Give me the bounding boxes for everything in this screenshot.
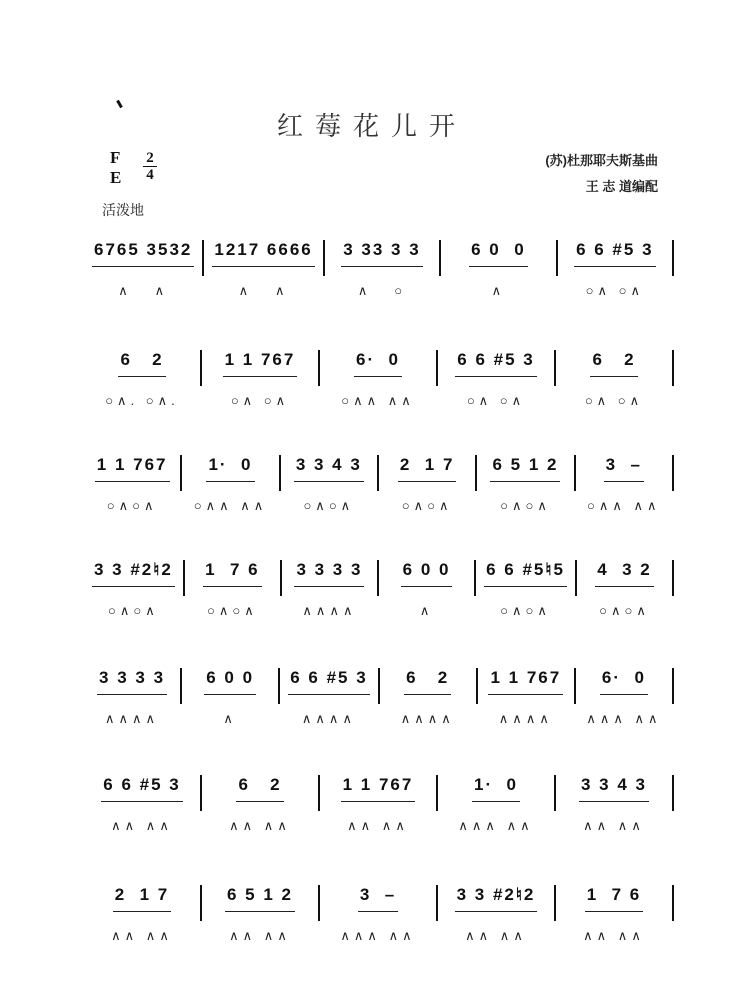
barline xyxy=(672,775,674,811)
barline xyxy=(672,350,674,386)
bowing-marks: ○∧○∧ xyxy=(401,498,453,513)
credits xyxy=(545,148,658,200)
measure-notes: 1 7 6 xyxy=(585,885,644,912)
bowing-marks: ∧∧∧∧ xyxy=(302,603,357,618)
barline xyxy=(554,885,556,921)
measure-notes: 3 3 #2♮2 xyxy=(455,885,538,912)
barline xyxy=(180,668,182,704)
measure xyxy=(486,668,566,727)
measure-notes: 3 3 4 3 xyxy=(579,775,649,802)
measure-notes: 3 3 3 3 xyxy=(294,560,364,587)
measure xyxy=(190,668,270,727)
bowing-marks: ∧∧ ∧∧ xyxy=(465,928,527,943)
score-line xyxy=(92,668,682,727)
barline xyxy=(554,775,556,811)
bowing-marks: ∧ xyxy=(491,283,506,298)
measure xyxy=(584,455,664,514)
measure-notes: 2 1 7 xyxy=(398,455,457,482)
measure-notes: 1· 0 xyxy=(206,455,254,482)
measure-notes: 3 33 3 3 xyxy=(341,240,422,267)
barline xyxy=(672,668,674,704)
bowing-marks: ∧ ∧ xyxy=(118,283,169,298)
arranger: 王 志 道编配 xyxy=(585,179,658,194)
bowing-marks: ○∧○∧ xyxy=(500,603,551,618)
key-secondary: E xyxy=(110,168,122,187)
bowing-marks: ○∧. ○∧. xyxy=(105,393,179,408)
bowing-marks: ∧∧ ∧∧ xyxy=(583,928,645,943)
barline xyxy=(280,560,282,596)
measure-notes: 6 0 0 xyxy=(469,240,528,267)
measure-notes: 6 0 0 xyxy=(204,668,256,695)
measure xyxy=(388,668,468,727)
barline xyxy=(318,775,320,811)
measure xyxy=(290,560,369,619)
barline xyxy=(318,885,320,921)
barline xyxy=(200,775,202,811)
tempo-marking: 活泼地 xyxy=(102,202,144,218)
composer: (苏)杜那耶夫斯基曲 xyxy=(545,153,658,168)
measure xyxy=(328,885,428,944)
measure-notes: 1· 0 xyxy=(472,775,520,802)
measure-notes: 3 3 3 3 xyxy=(97,668,167,695)
barline xyxy=(672,240,674,276)
barline xyxy=(574,455,576,491)
bowing-marks: ○∧○∧ xyxy=(108,603,159,618)
barline xyxy=(476,668,478,704)
measure-notes: 3 – xyxy=(604,455,644,482)
score-line xyxy=(92,350,682,409)
bowing-marks: ∧∧ ∧∧ xyxy=(229,928,291,943)
bowing-marks: ○∧○∧ xyxy=(599,603,650,618)
barline xyxy=(318,350,320,386)
measure xyxy=(289,455,369,514)
measure-notes: 1 1 767 xyxy=(95,455,170,482)
measure-notes: 6 6 #5 3 xyxy=(574,240,655,267)
bowing-marks: ∧ xyxy=(419,603,434,618)
score-line xyxy=(92,240,682,299)
measure xyxy=(92,668,172,727)
bowing-marks: ∧∧∧∧ xyxy=(105,711,160,726)
barline xyxy=(323,240,325,276)
bowing-marks: ∧∧∧∧ xyxy=(498,711,553,726)
measure-notes: 6 2 xyxy=(118,350,165,377)
measure xyxy=(212,240,314,299)
measure-notes: 1 1 767 xyxy=(488,668,563,695)
bowing-marks: ∧∧ ∧∧ xyxy=(583,818,645,833)
bowing-marks: ○∧∧ ∧∧ xyxy=(587,498,661,513)
measure-notes: 6 6 #5 3 xyxy=(288,668,369,695)
bowing-marks: ○∧○∧ xyxy=(106,498,158,513)
barline xyxy=(377,455,379,491)
barline xyxy=(180,455,182,491)
score-line xyxy=(92,560,682,619)
measure-notes: 6 6 #5 3 xyxy=(101,775,182,802)
measure-notes: 2 1 7 xyxy=(113,885,172,912)
measure-notes: 1 1 767 xyxy=(341,775,416,802)
measure-notes: 1217 6666 xyxy=(212,240,314,267)
measure xyxy=(446,885,546,944)
barline xyxy=(554,350,556,386)
measure xyxy=(585,560,664,619)
measure xyxy=(564,885,664,944)
meter-bottom: 4 xyxy=(146,167,154,183)
barline xyxy=(278,668,280,704)
bowing-marks: ○∧∧ ∧∧ xyxy=(341,393,415,408)
measure xyxy=(92,240,194,299)
measure xyxy=(387,455,467,514)
bowing-marks: ∧∧∧ ∧∧ xyxy=(458,818,534,833)
measure xyxy=(333,240,431,299)
measure xyxy=(446,350,546,409)
key-primary: F xyxy=(110,148,121,167)
measure-notes: 6· 0 xyxy=(600,668,648,695)
bowing-marks: ∧∧∧∧ xyxy=(301,711,356,726)
key-signature xyxy=(110,148,121,188)
bowing-marks: ○∧○∧ xyxy=(206,603,258,618)
bowing-marks: ○∧∧ ∧∧ xyxy=(193,498,268,513)
bowing-marks: ∧∧ ∧∧ xyxy=(111,818,173,833)
bowing-marks: ○∧ ○∧ xyxy=(230,393,290,408)
measure-notes: 6 2 xyxy=(404,668,451,695)
measure-notes: 3 3 #2♮2 xyxy=(92,560,175,587)
measure xyxy=(564,775,664,834)
measure xyxy=(210,885,310,944)
measure-notes: 6 2 xyxy=(590,350,637,377)
measure-notes: 6765 3532 xyxy=(92,240,194,267)
score-line xyxy=(92,455,682,514)
barline xyxy=(436,885,438,921)
bowing-marks: ○∧ ○∧ xyxy=(584,393,644,408)
measure xyxy=(387,560,466,619)
measure-notes: 3 3 4 3 xyxy=(294,455,364,482)
measure-notes: 3 – xyxy=(358,885,398,912)
bowing-marks: ∧∧ ∧∧ xyxy=(229,818,291,833)
barline xyxy=(377,560,379,596)
bowing-marks: ∧∧ ∧∧ xyxy=(347,818,409,833)
measure-notes: 1 7 6 xyxy=(203,560,262,587)
measure xyxy=(485,455,565,514)
bowing-marks: ○∧○∧ xyxy=(500,498,551,513)
barline xyxy=(200,885,202,921)
score-line xyxy=(92,885,682,944)
measure xyxy=(92,885,192,944)
measure xyxy=(449,240,547,299)
barline xyxy=(475,455,477,491)
bowing-marks: ∧ ○ xyxy=(357,283,407,298)
measure xyxy=(210,775,310,834)
barline xyxy=(279,455,281,491)
measure xyxy=(92,350,192,409)
measure xyxy=(193,560,272,619)
barline xyxy=(575,560,577,596)
barline xyxy=(556,240,558,276)
measure xyxy=(210,350,310,409)
barline xyxy=(436,775,438,811)
bowing-marks: ∧ xyxy=(223,711,237,726)
measure xyxy=(190,455,270,514)
measure xyxy=(446,775,546,834)
bowing-marks: ∧∧∧ ∧∧ xyxy=(340,928,416,943)
measure-notes: 6 0 0 xyxy=(401,560,453,587)
measure-notes: 6 6 #5 3 xyxy=(455,350,536,377)
measure xyxy=(566,240,664,299)
measure-notes: 6 6 #5♮5 xyxy=(484,560,567,587)
barline xyxy=(183,560,185,596)
measure-notes: 1 1 767 xyxy=(223,350,298,377)
barline xyxy=(202,240,204,276)
bowing-marks: ○∧ ○∧ xyxy=(466,393,526,408)
measure-notes: 6 2 xyxy=(236,775,283,802)
bowing-marks: ∧∧ ∧∧ xyxy=(111,928,173,943)
barline xyxy=(672,885,674,921)
score-line xyxy=(92,775,682,834)
measure-notes: 6· 0 xyxy=(354,350,402,377)
barline xyxy=(672,455,674,491)
barline xyxy=(439,240,441,276)
measure xyxy=(484,560,567,619)
measure xyxy=(92,560,175,619)
barline xyxy=(574,668,576,704)
barline xyxy=(474,560,476,596)
measure xyxy=(328,775,428,834)
barline xyxy=(200,350,202,386)
bowing-marks: ∧∧∧∧ xyxy=(400,711,455,726)
measure-notes: 4 3 2 xyxy=(595,560,654,587)
measure xyxy=(584,668,664,727)
score-title: 红莓花儿开 xyxy=(276,112,467,142)
bowing-marks: ○∧ ○∧ xyxy=(585,283,644,298)
bowing-marks: ∧∧∧ ∧∧ xyxy=(586,711,662,726)
time-signature xyxy=(143,150,157,183)
measure-notes: 6 5 1 2 xyxy=(490,455,560,482)
measure xyxy=(288,668,369,727)
barline xyxy=(436,350,438,386)
bowing-marks: ∧ ∧ xyxy=(238,283,289,298)
measure-notes: 6 5 1 2 xyxy=(225,885,295,912)
bowing-marks: ○∧○∧ xyxy=(303,498,355,513)
measure xyxy=(92,775,192,834)
barline xyxy=(672,560,674,596)
measure xyxy=(564,350,664,409)
meter-top: 2 xyxy=(146,150,154,166)
measure xyxy=(92,455,172,514)
measure xyxy=(328,350,428,409)
barline xyxy=(378,668,380,704)
